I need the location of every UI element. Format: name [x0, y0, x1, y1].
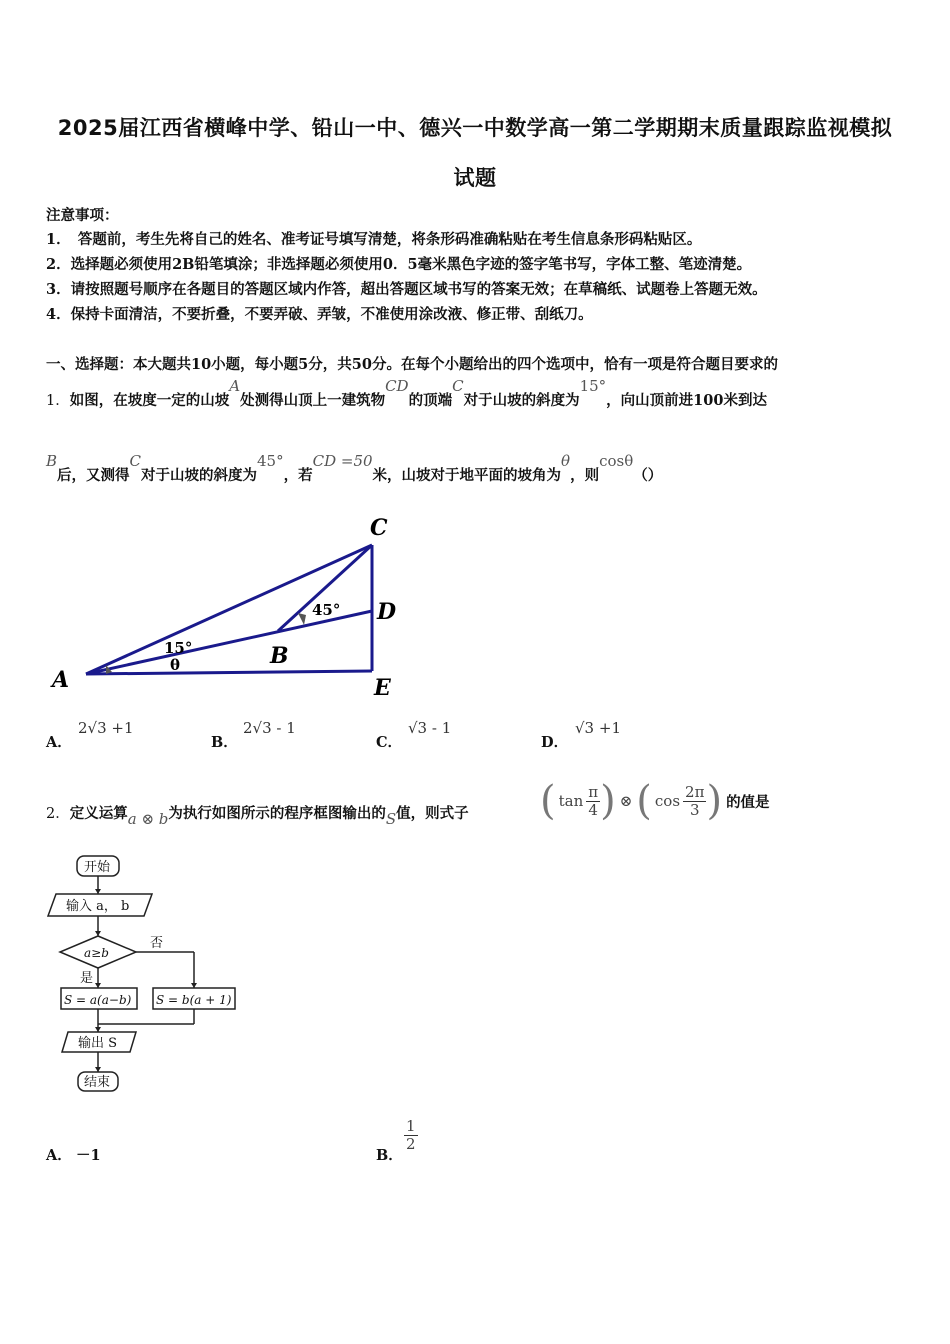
q1-number: 1． [46, 393, 70, 409]
q2-option-b-num: 1 [406, 1117, 416, 1135]
q1-text: ，若 [283, 467, 313, 484]
label-c: C [370, 515, 388, 541]
q2-text: 定义运算 [69, 805, 128, 822]
notice-item-4: 4．保持卡面清洁，不要折叠，不要弄破、弄皱，不准使用涂改液、修正带、刮纸刀。 [46, 306, 593, 323]
q2-fraction-num: π [588, 783, 599, 801]
q2-fraction-pi-4 [586, 784, 600, 818]
flow-condition-label: a≥b [84, 946, 109, 960]
label-angle-15: 15° [164, 639, 193, 657]
q1-text: （） [633, 467, 663, 484]
doc-title-line2: 试题 [453, 166, 497, 190]
q1-text: 后，又测得 [57, 467, 130, 484]
q1-option-c-label[interactable]: C． [376, 734, 403, 751]
doc-title-line1: 2025届江西省横峰中学、铅山一中、德兴一中数学高一第二学期期末质量跟踪监视模拟 [57, 116, 893, 140]
q1-line1 [46, 377, 767, 410]
q2-line [46, 802, 469, 828]
flow-right-label: S = b(a + 1) [156, 993, 232, 1007]
flow-no-label: 否 [150, 936, 164, 951]
q1-option-d-value: √3 +1 [575, 719, 621, 737]
q1-line2 [46, 452, 663, 485]
notice-item-2: 2．选择题必须使用2B铅笔填涂；非选择题必须使用0．5毫米黑色字迹的签字笔书写，字体工整、笔迹清楚。 [46, 256, 752, 273]
q1-text: 米到达 [723, 392, 767, 409]
q1-text: 米，山坡对于地平面的坡角为 [372, 467, 562, 484]
q1-cos-theta: cosθ [599, 452, 634, 470]
q1-option-b-value: 2√3 - 1 [243, 719, 296, 737]
q2-fraction-den: 3 [689, 800, 700, 819]
q1-point-c: C [452, 377, 464, 395]
label-a: A [52, 667, 70, 693]
q1-distance: 100 [693, 392, 724, 409]
q1-option-d-label[interactable]: D． [541, 734, 569, 751]
q2-option-b-label[interactable]: B． [376, 1147, 403, 1164]
q1-point-c: C [129, 452, 142, 470]
q2-fraction-den: 4 [588, 800, 598, 819]
q1-text: ，则 [570, 467, 600, 484]
label-d: D [377, 599, 397, 625]
q2-text: 值，则式子 [396, 805, 469, 822]
section-heading: 一、选择题：本大题共10小题，每小题5分，共50分。在每个小题给出的四个选项中，恰有一项是符合题目要求的 [46, 356, 778, 373]
q1-segment-cd: CD [385, 377, 409, 395]
q1-text: ，向山顶前进 [606, 392, 694, 409]
q1-point-b: B [46, 452, 58, 470]
q1-text: 对于山坡的斜度为 [141, 467, 258, 484]
flow-yes-label: 是 [80, 971, 94, 986]
q2-option-b-value [404, 1118, 418, 1152]
q2-option-a-value: －1 [76, 1147, 101, 1164]
q1-text: 处测得山顶上一建筑物 [240, 392, 386, 409]
q1-option-a-value: 2√3 +1 [78, 719, 134, 737]
q2-text: 为执行如图所示的程序框图输出的 [168, 805, 386, 822]
q2-text: 的值是 [726, 793, 770, 811]
label-theta: θ [170, 656, 181, 674]
q2-tan: tan [558, 792, 584, 810]
q1-text: 如图，在坡度一定的山坡 [69, 392, 230, 409]
q1-point-a: A [229, 377, 241, 395]
q1-triangle-figure [40, 505, 420, 705]
q2-option-b-den: 2 [406, 1134, 416, 1153]
q2-fraction-num: 2π [685, 783, 705, 801]
q2-number: 2． [46, 806, 70, 822]
notice-heading: 注意事项： [46, 207, 119, 224]
q1-option-a-label[interactable]: A． [46, 734, 72, 751]
line-ad [86, 611, 372, 674]
q1-text: 对于山坡的斜度为 [463, 392, 580, 409]
label-b: B [270, 643, 289, 669]
q2-s: S [385, 810, 397, 828]
q1-option-c-value: √3 - 1 [408, 719, 452, 737]
label-e: E [374, 675, 391, 701]
q1-theta: θ [561, 452, 571, 470]
notice-item-1: 1． 答题前，考生先将自己的姓名、准考证号填写清楚，将条形码准确粘贴在考生信息条形码粘贴区。 [46, 231, 702, 248]
angle-mark-45 [298, 613, 306, 625]
q1-text: 的顶端 [408, 392, 453, 409]
flow-left-label: S = a(a−b) [64, 993, 132, 1007]
flow-end-label: 结束 [84, 1075, 111, 1090]
q1-option-b-label[interactable]: B． [211, 734, 238, 751]
q2-option-a-label[interactable]: A． [46, 1147, 72, 1164]
q1-angle-45: 45° [257, 452, 284, 470]
flow-input-label: 输入 a， b [66, 899, 130, 914]
q2-otimes: ⊗ [619, 792, 633, 810]
q2-expression: ( tan $\frac{\pi}{4}$ ) ⊗ ( cos $\frac{2\pi}{3}$ ) 的值是 [540, 778, 770, 824]
flow-output-label: 输出 S [78, 1036, 118, 1051]
flow-start-label: 开始 [84, 860, 111, 875]
q1-angle-15: 15° [579, 377, 607, 395]
label-angle-45: 45° [312, 601, 341, 619]
q2-fraction-2pi-3 [683, 784, 706, 818]
notice-item-3: 3．请按照题号顺序在各题目的答题区域内作答，超出答题区域书写的答案无效；在草稿纸、试题卷上答题无效。 [46, 281, 767, 298]
q2-flowchart [40, 848, 250, 1098]
line-ae [86, 671, 372, 674]
q2-operation: a ⊗ b [127, 810, 169, 828]
q2-cos: cos [654, 792, 681, 810]
q1-cd-value: CD =50 [312, 452, 373, 470]
